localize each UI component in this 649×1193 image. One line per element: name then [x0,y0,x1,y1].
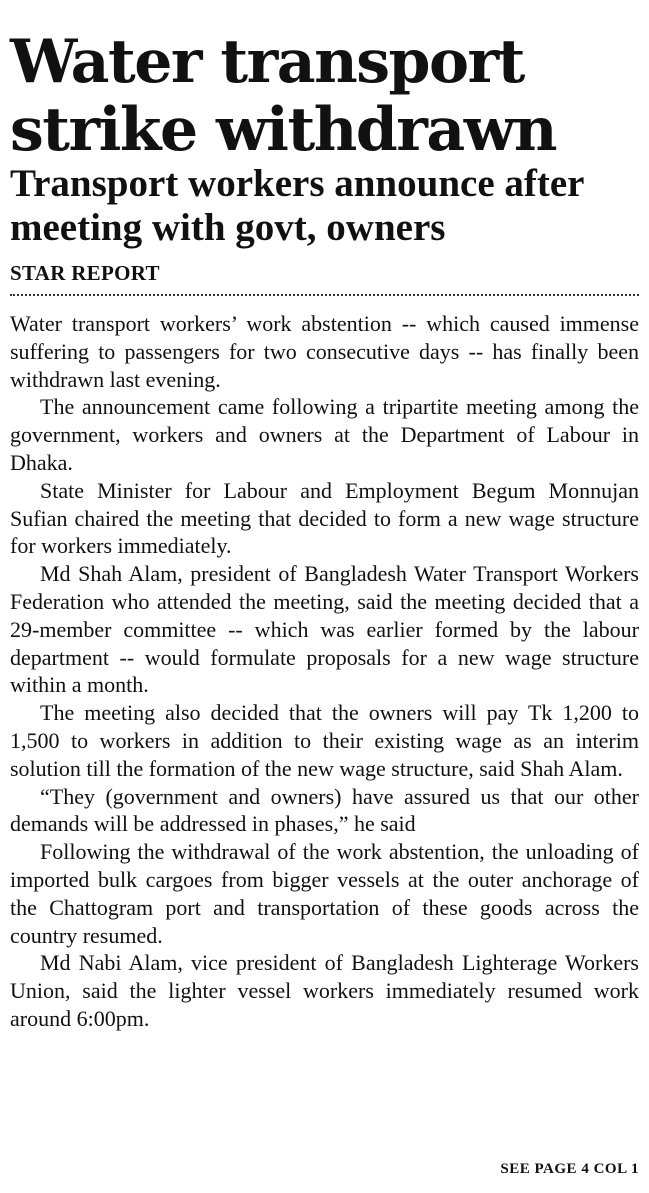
headline [10,0,639,164]
paragraph-6: “They (government and owners) have assured us that our other demands will be addressed in phases,” he said [10,783,639,837]
paragraph-2: The announcement came following a tripartite meeting among the government, workers and owners at the Department of Labour in Dhaka. [10,394,639,475]
continuation-jump-line: SEE PAGE 4 COL 1 [500,1161,639,1177]
article-body [10,310,639,1033]
paragraph-4: Md Shah Alam, president of Bangladesh Water Transport Workers Federation who attended the meeting, said the meeting decided that a 29-member committee -- which was earlier formed by the labour department -- would formulate proposals for a new wage structure within a month. [10,561,639,698]
dotted-divider [10,294,639,296]
byline: STAR REPORT [10,261,160,285]
subheadline [10,162,639,250]
headline-line-2: strike withdrawn [10,95,557,165]
paragraph-7: Following the withdrawal of the work abstention, the unloading of imported bulk cargoes from bigger vessels at the outer anchorage of the Chattogram port and transportation of these goods across the country resumed. [10,839,639,948]
paragraph-3: State Minister for Labour and Employment Begum Monnujan Sufian chaired the meeting that decided to form a new wage structure for workers immediately. [10,477,639,559]
paragraph-5: The meeting also decided that the owners will pay Tk 1,200 to 1,500 to workers in addition to their existing wage as an interim solution till the formation of the new wage structure, said Shah Alam. [10,700,639,781]
headline-line-1: Water transport [10,27,524,97]
paragraph-1: Water transport workers’ work abstention -- which caused immense suffering to passengers for two consecutive days -- has finally been withdrawn last evening. [10,311,639,392]
subheadline-line-1: Transport workers announce after [10,162,585,205]
paragraph-8: Md Nabi Alam, vice president of Bangladesh Lighterage Workers Union, said the lighter vessel workers immediately resumed work around 6:00pm. [10,950,639,1031]
news-article [10,0,639,1033]
subheadline-line-2: meeting with govt, owners [10,206,446,249]
